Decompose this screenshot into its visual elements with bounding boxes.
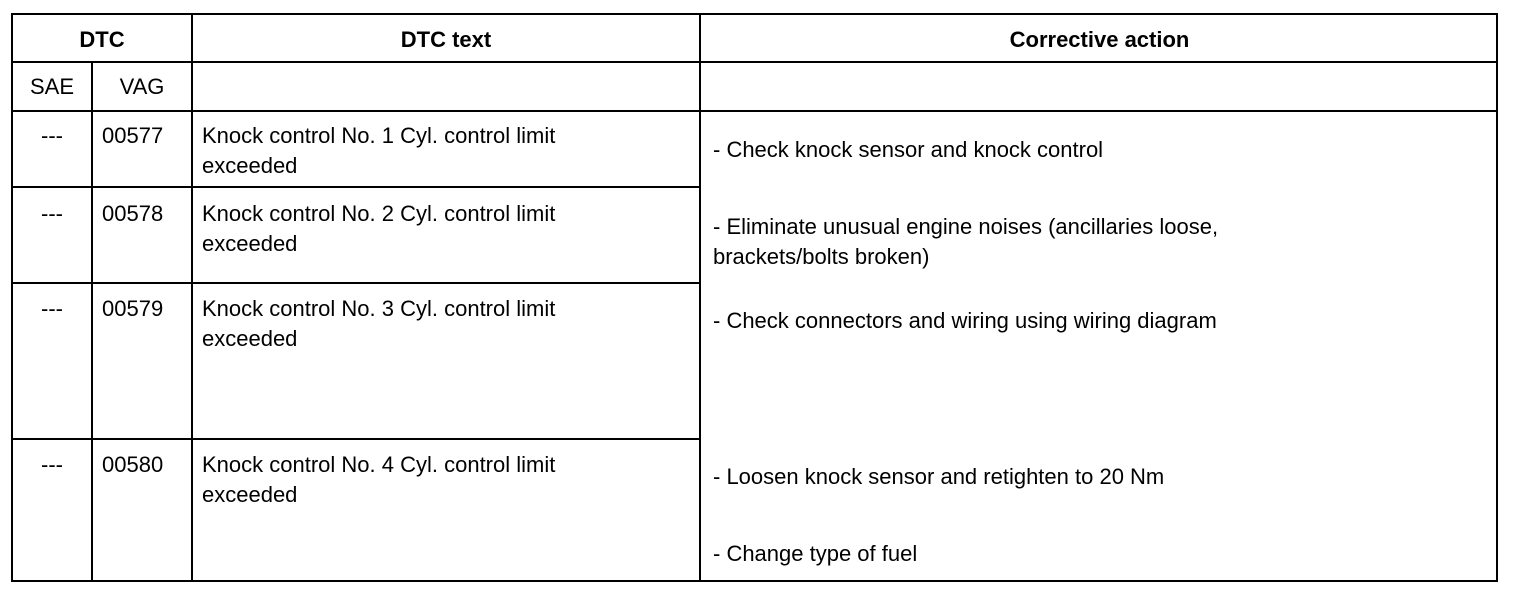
row-2-vag: 00578 xyxy=(102,201,164,226)
action-check-connectors: - Check connectors and wiring using wiring diagram xyxy=(713,308,1217,333)
action-loosen-knock-sensor: - Loosen knock sensor and retighten to 20 Nm xyxy=(713,464,1165,489)
row-2-text-line2: exceeded xyxy=(202,231,298,256)
row-1-sae: --- xyxy=(41,123,63,148)
row-4-text-line1: Knock control No. 4 Cyl. control limit xyxy=(202,452,556,477)
action-check-knock-sensor: - Check knock sensor and knock control xyxy=(713,137,1104,162)
divider-header xyxy=(13,61,1498,63)
header-corrective-action: Corrective action xyxy=(1009,27,1190,52)
row-3-text-line2: exceeded xyxy=(202,326,298,351)
action-change-fuel: - Change type of fuel xyxy=(713,541,918,566)
header-dtc-text: DTC text xyxy=(400,27,492,52)
header-dtc: DTC xyxy=(79,27,125,52)
row-4-text-line2: exceeded xyxy=(202,482,298,507)
divider-corrective xyxy=(699,15,701,582)
divider-subheader xyxy=(13,110,1498,112)
row-3-text-line1: Knock control No. 3 Cyl. control limit xyxy=(202,296,556,321)
row-2-text-line1: Knock control No. 2 Cyl. control limit xyxy=(202,201,556,226)
header-vag: VAG xyxy=(119,74,165,99)
row-3-vag: 00579 xyxy=(102,296,164,321)
row-3-sae: --- xyxy=(41,296,63,321)
divider-row-1 xyxy=(13,186,701,188)
divider-dtc-text xyxy=(191,15,193,582)
divider-sae-vag xyxy=(91,62,93,582)
header-sae: SAE xyxy=(29,74,75,99)
row-1-text-line1: Knock control No. 1 Cyl. control limit xyxy=(202,123,556,148)
row-2-sae: --- xyxy=(41,201,63,226)
dtc-table xyxy=(11,13,1498,582)
row-4-vag: 00580 xyxy=(102,452,164,477)
row-4-sae: --- xyxy=(41,452,63,477)
divider-row-2 xyxy=(13,282,701,284)
divider-row-3 xyxy=(13,438,701,440)
row-1-vag: 00577 xyxy=(102,123,164,148)
action-eliminate-noises-line1: - Eliminate unusual engine noises (ancillaries loose, xyxy=(713,214,1219,239)
action-eliminate-noises-line2: brackets/bolts broken) xyxy=(713,244,930,269)
row-1-text-line2: exceeded xyxy=(202,153,298,178)
